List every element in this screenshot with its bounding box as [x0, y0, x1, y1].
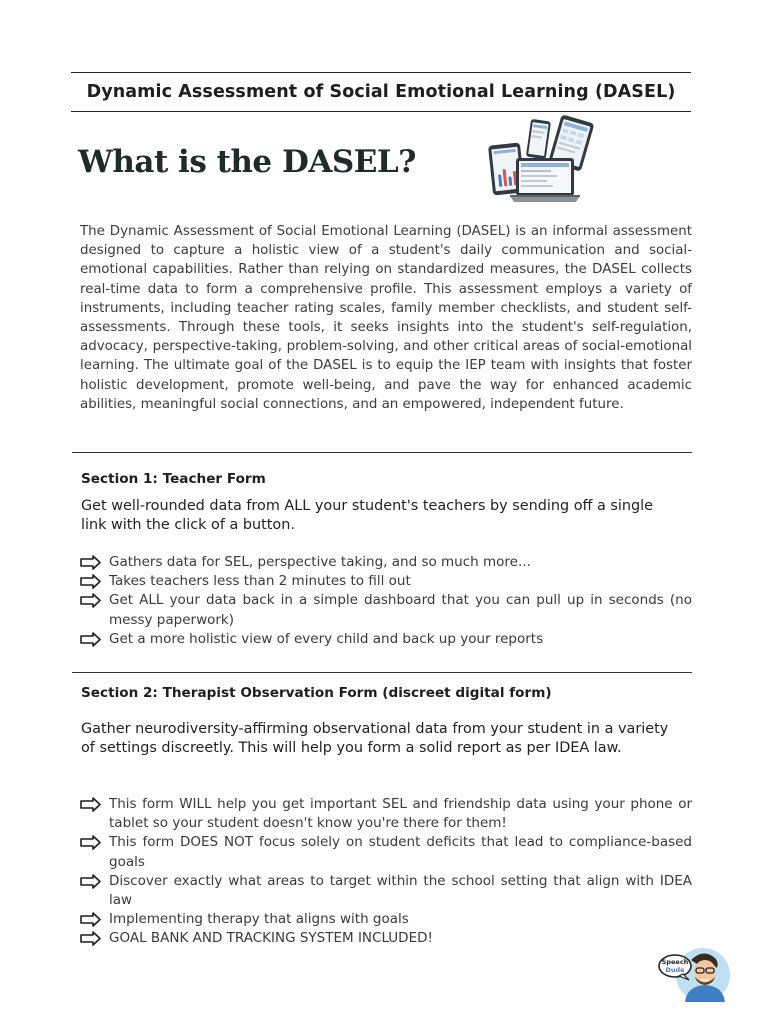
- list-item: Get ALL your data back in a simple dashboard that you can pull up in seconds (no messy paperwork): [80, 591, 692, 629]
- list-item: GOAL BANK AND TRACKING SYSTEM INCLUDED!: [80, 929, 692, 948]
- list-item: Discover exactly what areas to target within the school setting that align with IDEA law: [80, 872, 692, 910]
- section-2-lead: Gather neurodiversity-affirming observational data from your student in a variety of settings discreetly. This will help you form a solid report as per IDEA law.: [81, 721, 669, 756]
- list-item: Gathers data for SEL, perspective taking, and so much more...: [80, 553, 692, 572]
- section-divider: [72, 672, 692, 673]
- header-title: Dynamic Assessment of Social Emotional Learning (DASEL): [86, 82, 676, 102]
- arrow-right-icon: [80, 874, 102, 889]
- svg-text:Dude: Dude: [665, 966, 685, 974]
- arrow-right-icon: [80, 797, 102, 812]
- section-2-bullets: [80, 795, 692, 949]
- devices-icon: [486, 114, 596, 206]
- speech-dude-logo: [657, 942, 733, 1004]
- arrow-right-icon: [80, 574, 102, 589]
- section-1-bullets: [80, 553, 692, 649]
- list-item: This form DOES NOT focus solely on student deficits that lead to compliance-based goals: [80, 833, 692, 871]
- page-title: What is the DASEL?: [78, 144, 416, 180]
- arrow-right-icon: [80, 555, 102, 570]
- header-bar: [71, 72, 691, 112]
- arrow-right-icon: [80, 632, 102, 647]
- arrow-right-icon: [80, 593, 102, 608]
- section-1-heading: Section 1: Teacher Form: [81, 471, 266, 487]
- section-1-lead: Get well-rounded data from ALL your student's teachers by sending off a single link with the click of a button.: [81, 498, 653, 533]
- list-item: Get a more holistic view of every child and back up your reports: [80, 630, 692, 649]
- svg-text:Speech: Speech: [661, 958, 689, 966]
- intro-paragraph: The Dynamic Assessment of Social Emotional Learning (DASEL) is an informal assessment designed to capture a holistic view of a student's daily communication and social-emotional capabilities. Rather than relying on standardized measures, the DASEL collects real-time data to form a comprehensive profile. This assessment employs a variety of instruments, including teacher rating scales, family member checklists, and student self-assessments. Through these tools, it seeks insights into the student's self-regulation, advocacy, perspective-taking, problem-solving, and other critical areas of social-emotional learning. The ultimate goal of the DASEL is to equip the IEP team with insights that foster holistic development, promote well-being, and pave the way for enhanced academic abilities, meaningful social connections, and an empowered, independent future.: [80, 224, 692, 412]
- list-item: This form WILL help you get important SEL and friendship data using your phone or tablet so your student doesn't know you're there for them!: [80, 795, 692, 833]
- arrow-right-icon: [80, 931, 102, 946]
- section-divider: [72, 452, 692, 453]
- arrow-right-icon: [80, 835, 102, 850]
- list-item: Takes teachers less than 2 minutes to fill out: [80, 572, 692, 591]
- section-2-heading: Section 2: Therapist Observation Form (discreet digital form): [81, 685, 552, 701]
- list-item: Implementing therapy that aligns with goals: [80, 910, 692, 929]
- arrow-right-icon: [80, 912, 102, 927]
